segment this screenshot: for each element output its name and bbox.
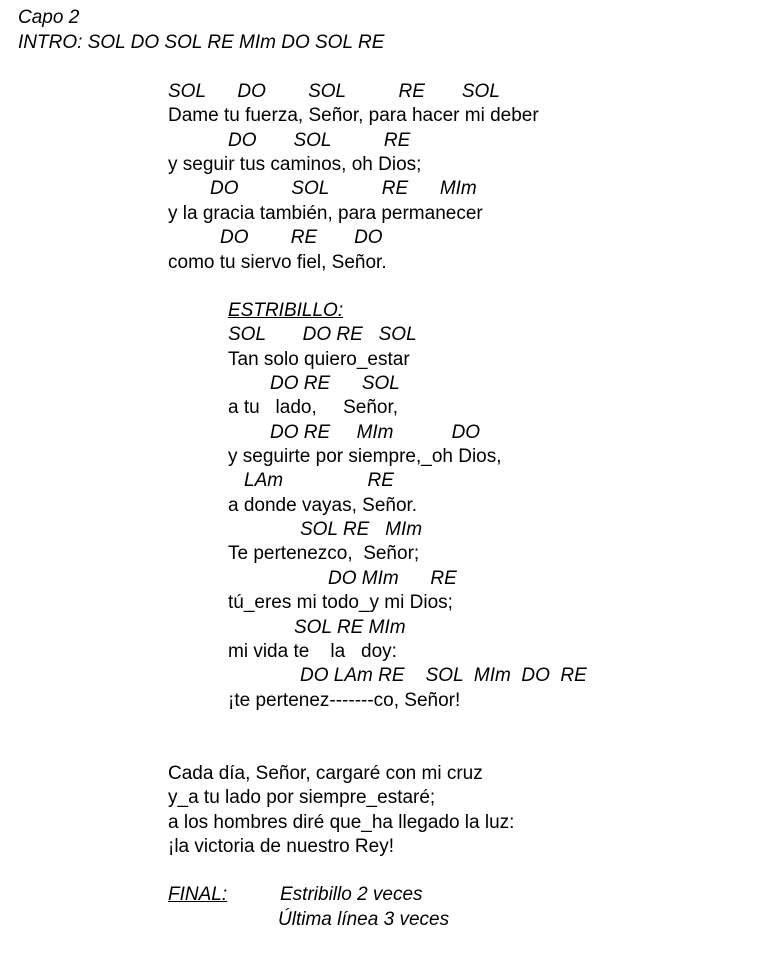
- intro-line: INTRO: SOL DO SOL RE MIm DO SOL RE: [18, 32, 385, 53]
- lyric-line: a tu lado, Señor,: [228, 397, 399, 418]
- lyric-line: y seguir tus caminos, oh Dios;: [168, 154, 422, 175]
- lyric-line: ¡te pertenez-------co, Señor!: [228, 690, 461, 711]
- lyric-line: mi vida te la doy:: [228, 641, 397, 662]
- chord-line: LAm RE: [244, 470, 394, 491]
- lyric-line: Cada día, Señor, cargaré con mi cruz: [168, 763, 483, 784]
- chord-line: DO RE MIm DO: [270, 422, 481, 443]
- capo-line: Capo 2: [18, 7, 80, 28]
- lyric-line: Te pertenezco, Señor;: [228, 543, 420, 564]
- lyric-line: a donde vayas, Señor.: [228, 495, 418, 516]
- chord-line: SOL DO SOL RE SOL: [168, 81, 500, 102]
- chord-line: SOL DO RE SOL: [228, 324, 417, 345]
- chord-line: SOL RE MIm: [300, 519, 423, 540]
- chord-line: DO RE DO: [220, 227, 383, 248]
- chord-line: DO SOL RE MIm: [210, 178, 477, 199]
- chord-line: DO LAm RE SOL MIm DO RE: [300, 665, 587, 686]
- lyric-line: Tan solo quiero_estar: [228, 349, 410, 370]
- chord-line: DO SOL RE: [228, 130, 411, 151]
- lyric-line: Dame tu fuerza, Señor, para hacer mi deber: [168, 105, 539, 126]
- lyric-line: y_a tu lado por siempre_estaré;: [168, 787, 436, 808]
- final-instruction: Estribillo 2 veces: [280, 884, 423, 905]
- lyric-line: y la gracia también, para permanecer: [168, 203, 483, 224]
- chord-line: DO MIm RE: [328, 568, 457, 589]
- chorus-heading: ESTRIBILLO:: [228, 300, 344, 321]
- lyric-line: a los hombres diré que_ha llegado la luz:: [168, 812, 515, 833]
- lyric-line: y seguirte por siempre,_oh Dios,: [228, 446, 502, 467]
- lyric-line: ¡la victoria de nuestro Rey!: [168, 836, 394, 857]
- final-label: FINAL:: [168, 884, 228, 905]
- final-instruction: Última línea 3 veces: [278, 909, 450, 930]
- chord-line: SOL RE MIm: [294, 617, 406, 638]
- lyric-line: tú_eres mi todo_y mi Dios;: [228, 592, 453, 613]
- lyric-line: como tu siervo fiel, Señor.: [168, 252, 387, 273]
- chord-line: DO RE SOL: [270, 373, 400, 394]
